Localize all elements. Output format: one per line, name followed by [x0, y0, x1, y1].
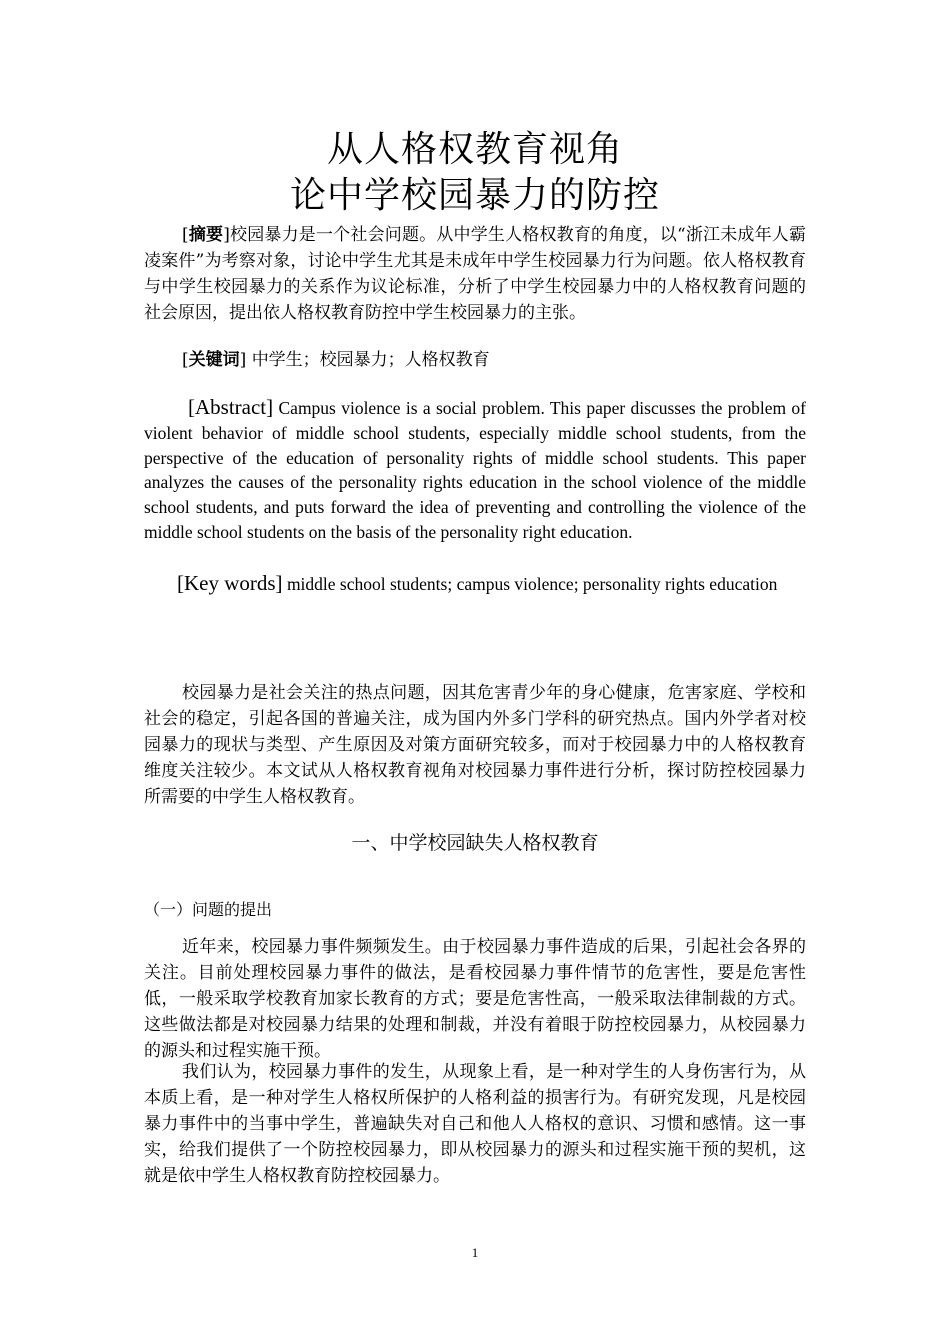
title-line-2: 论中学校园暴力的防控: [289, 175, 660, 216]
keywords-cn: [144, 347, 806, 373]
body-paragraph-1: 近年来，校园暴力事件频频发生。由于校园暴力事件造成的后果，引起社会各界的关注。目前处理校园暴力事件的做法，是看校园暴力事件情节的危害性，要是危害性低，一般采取学校教育加家长教育的方式；要是危害性高，一般采取法律制裁的方式。这些做法都是对校园暴力结果的处理和制裁，并没有着眼于防控校园暴力，从校园暴力的源头和过程实施干预。: [144, 937, 806, 1061]
intro-paragraph: 校园暴力是社会关注的热点问题，因其危害青少年的身心健康，危害家庭、学校和社会的稳定，引起各国的普遍关注，成为国内外多门学科的研究热点。国内外学者对校园暴力的现状与类型、产生原因及对策方面研究较多，而对于校园暴力中的人格权教育维度关注较少。本文试从人格权教育视角对校园暴力事件进行分析，探讨防控校园暴力所需要的中学生人格权教育。: [144, 683, 806, 807]
keywords-cn-text: 中学生；校园暴力；人格权教育: [251, 350, 490, 370]
abstract-en: [144, 395, 806, 545]
section-heading-1: 一、中学校园缺失人格权教育: [351, 832, 599, 854]
keywords-cn-label: 关键词: [188, 350, 240, 370]
abstract-cn: [144, 222, 806, 326]
subsection-heading: （一）问题的提出: [144, 900, 273, 919]
abstract-cn-text: 校园暴力是一个社会问题。从中学生人格权教育的角度，以“浙江未成年人霸凌案件”为考察对象，讨论中学生尤其是未成年中学生校园暴力行为问题。依人格权教育与中学生校园暴力的关系作为议论标准，分析了中学生校园暴力中的人格权教育问题的社会原因，提出依人格权教育防控中学生校园暴力的主张。: [144, 225, 806, 323]
body-paragraph-2: 我们认为，校园暴力事件的发生，从现象上看，是一种对学生的人身伤害行为，从本质上看，是一种对学生人格权所保护的人格利益的损害行为。有研究发现，凡是校园暴力事件中的当事中学生，普遍缺失对自己和他人人格权的意识、习惯和感情。这一事实，给我们提供了一个防控校园暴力，即从校园暴力的源头和过程实施干预的契机，这就是依中学生人格权教育防控校园暴力。: [144, 1062, 806, 1186]
keywords-cn-label-wrap: [关键词]: [182, 350, 247, 370]
abstract-cn-label-wrap: [摘要]: [182, 225, 230, 245]
keywords-en: [144, 571, 806, 597]
keywords-en-text: middle school students; campus violence; personality rights education: [286, 574, 778, 594]
keywords-en-label: [Key words]: [177, 571, 283, 595]
title-line-1: 从人格权教育视角: [326, 129, 623, 170]
page-number: 1: [471, 1245, 479, 1260]
abstract-en-text: Campus violence is a social problem. This paper discusses the problem of violent behavior of middle school students, especially middle school students, from the perspective of the education of personality rights of middle school students. This paper analyzes the causes of the personality rights education in the school violence of the middle school students, and puts forward the idea of preventing and controlling the violence of the middle school students on the basis of the personality right education.: [144, 398, 807, 542]
abstract-cn-label: 摘要: [188, 225, 224, 245]
abstract-en-label: [Abstract]: [188, 395, 274, 419]
